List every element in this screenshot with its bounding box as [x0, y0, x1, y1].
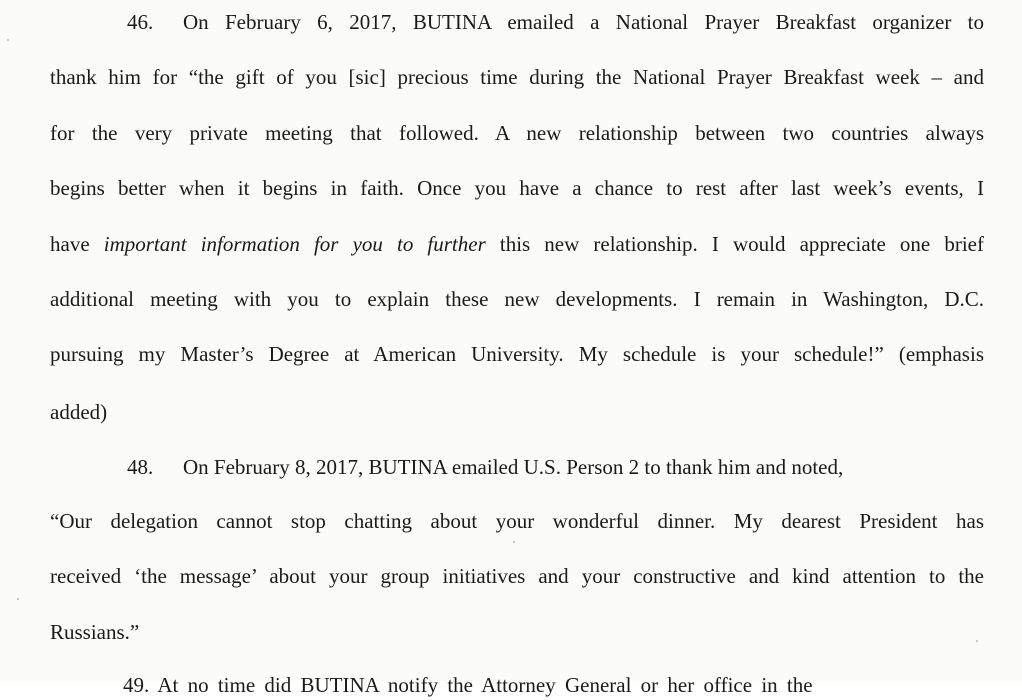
line-text: On February 8, 2017, BUTINA emailed U.S. Person 2 to thank him and noted,	[183, 455, 844, 479]
cut-off-line: 49. At no time did BUTINA notify the Attorney General or her office in the	[123, 673, 813, 697]
paragraph-46-line-7	[50, 339, 984, 369]
paragraph-48-line-4	[50, 617, 984, 647]
paragraph-46-line-5	[50, 229, 984, 259]
scan-speck	[7, 39, 9, 41]
line-text: “Our delegation cannot stop chatting about your wonderful dinner. My dearest President has	[50, 509, 984, 533]
paragraph-48-line-3	[50, 561, 984, 591]
line-text: have	[50, 232, 104, 256]
paragraph-48-line-2	[50, 506, 984, 536]
scan-speck	[17, 598, 19, 600]
paragraph-number: 46.	[127, 10, 154, 34]
line-text: received ‘the message’ about your group initiatives and your constructive and kind attention to the	[50, 564, 984, 588]
scan-speck	[513, 541, 515, 543]
paragraph-46-line-2	[50, 62, 984, 92]
line-text: additional meeting with you to explain these new developments. I remain in Washington, D.C.	[50, 287, 984, 311]
paragraph-48-line-1	[127, 452, 984, 482]
paragraph-46-line-6	[50, 284, 984, 314]
line-text: added)	[50, 400, 108, 424]
line-text: thank him for “the gift of you [sic] precious time during the National Prayer Breakfast week – and	[50, 65, 984, 89]
line-text: begins better when it begins in faith. Once you have a chance to rest after last week’s events, I	[50, 176, 984, 200]
paragraph-46-line-4	[50, 173, 984, 203]
line-text: this new relationship. I would appreciate one brief	[485, 232, 984, 256]
line-text: Russians.”	[50, 620, 140, 644]
paragraph-46-line-3	[50, 118, 984, 148]
paragraph-46-line-8	[50, 397, 984, 427]
scan-speck	[976, 640, 978, 642]
emphasized-text: important information for you to further	[103, 232, 486, 256]
paragraph-46-line-1	[127, 7, 984, 37]
line-text: On February 6, 2017, BUTINA emailed a National Prayer Breakfast organizer to	[183, 10, 984, 34]
line-text: pursuing my Master’s Degree at American University. My schedule is your schedule!” (emphasis	[50, 342, 984, 366]
line-text: for the very private meeting that followed. A new relationship between two countries always	[50, 121, 984, 145]
paragraph-number: 48.	[127, 455, 154, 479]
